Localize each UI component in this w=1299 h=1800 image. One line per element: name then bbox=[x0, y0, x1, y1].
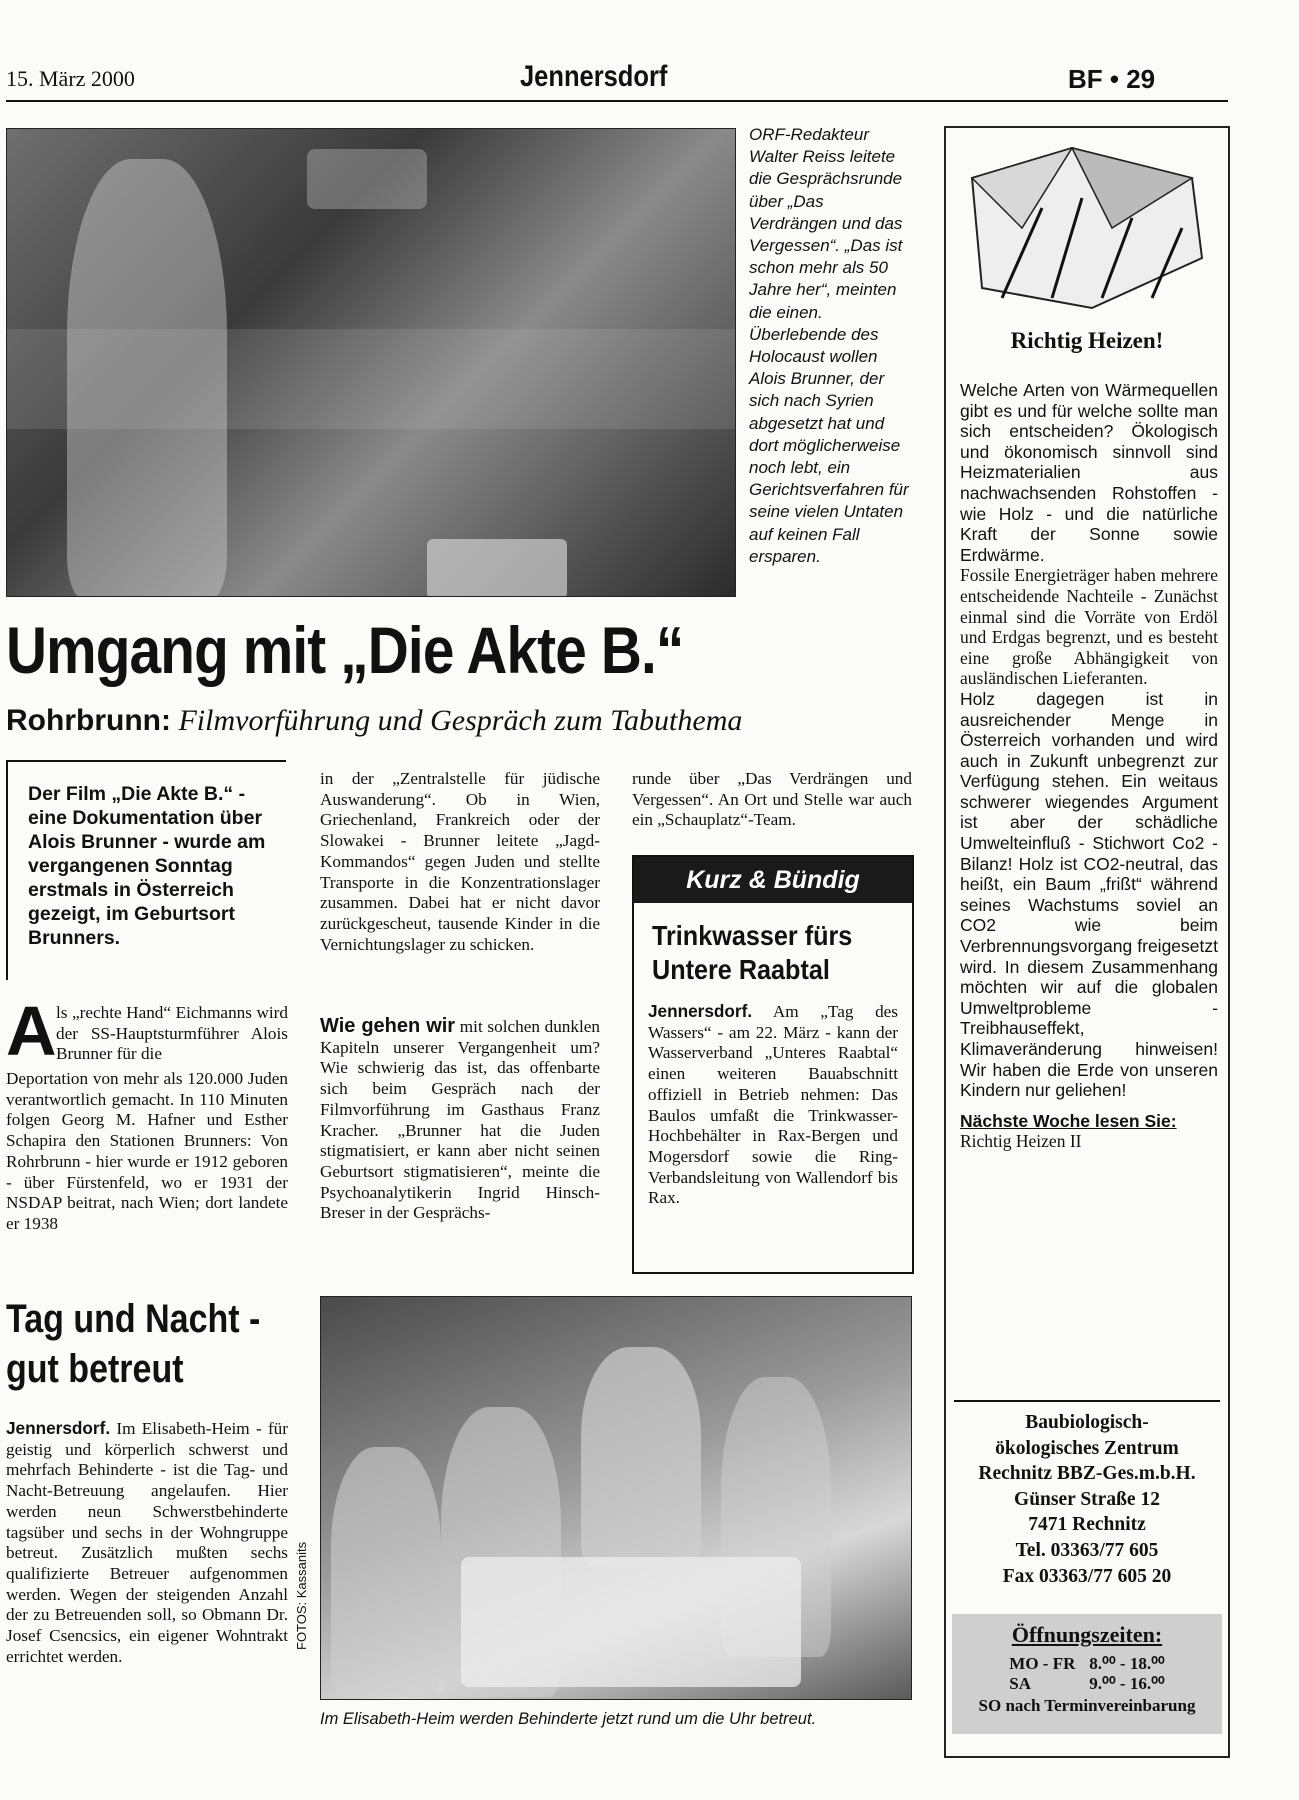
ad-next-title: Richtig Heizen II bbox=[960, 1131, 1082, 1152]
second-headline: Tag und Nacht - gut betreut bbox=[6, 1297, 261, 1391]
company-line: ökologisches Zentrum bbox=[995, 1437, 1179, 1459]
kurz-banner: Kurz & Bündig bbox=[634, 857, 912, 903]
hours-day: MO - FR bbox=[1009, 1654, 1076, 1673]
kurz-buendig-box bbox=[632, 855, 914, 1274]
main-subheadline bbox=[6, 704, 742, 738]
hours-row bbox=[952, 1674, 1222, 1694]
company-line: Günser Straße 12 bbox=[1014, 1488, 1160, 1510]
ad-text-part1: Welche Arten von Wärmequellen gibt es und für welche sollte man sich entscheiden? Ökologisch und ökonomisch sinnvoll sind Heizmaterialien aus nachwachsenden Rohstoffen - wie Holz - und die natürliche Kraft der Sonne sowie Erdwärme. bbox=[960, 380, 1218, 565]
col1-first-lines: ls „rechte Hand“ Eichmanns wird der SS-Hauptsturmführer Alois Brunner für die bbox=[56, 1003, 288, 1064]
company-line: Rechnitz BBZ-Ges.m.b.H. bbox=[978, 1463, 1196, 1485]
ad-divider bbox=[954, 1400, 1220, 1402]
kurz-body: Am „Tag des Wassers“ - am 22. März - kann der Wasserverband „Unteres Raabtal“ einen weiteren Bauabschnitt offiziell in Betrieb nehmen: Das Baulos umfaßt die Trinkwasser-Hochbehälter in Rax-Bergen und Mogersdorf sowie die Ring-Verbandsleitung von Wallendorf bis Rax. bbox=[648, 1002, 898, 1208]
heizen-ad-box bbox=[944, 126, 1230, 1758]
col2-subhead: Wie gehen wir bbox=[320, 1015, 456, 1037]
issue-date: 15. März 2000 bbox=[6, 66, 135, 91]
lead-top-rule bbox=[6, 760, 286, 762]
photo-credit: FOTOS: Kassanits bbox=[294, 1541, 309, 1650]
company-phone: Tel. 03363/77 605 bbox=[1015, 1539, 1159, 1561]
lead-left-rule bbox=[6, 760, 8, 980]
kurz-text bbox=[648, 1001, 898, 1209]
hours-row bbox=[952, 1654, 1222, 1674]
hours-time: 9.⁰⁰ - 16.⁰⁰ bbox=[1089, 1674, 1165, 1693]
second-body: Im Elisabeth-Heim - für geistig und körperlich schwerst und mehrfach Behinderte - ist die Tag- und Nacht-Betreuung angelaufen. Hier werden neun Schwerstbehinderte tagsüber und sechs in der Wohngruppe betreut. Zusätzlich mußten sechs qualifizierte Betreuer aufgenommen werden. Wegen der steigenden Anzahl der zu Betreuenden soll, so Obmann Dr. Josef Csencsics, ein eigener Wohntrakt errichtet werden. bbox=[6, 1419, 288, 1666]
kurz-dateline: Jennersdorf. bbox=[648, 1001, 753, 1021]
ad-title: Richtig Heizen! bbox=[1010, 328, 1164, 353]
second-dateline: Jennersdorf. bbox=[6, 1418, 111, 1438]
company-line: 7471 Rechnitz bbox=[1028, 1514, 1146, 1536]
ad-text-part2: Fossile Energieträger haben mehrere entscheidende Nachteile - Zunächst einmal sind die Vorräte von Erdöl und Erdgas begrenzt, und es besteht eine große Abhängigkeit von ausländischen Lieferanten. bbox=[960, 565, 1218, 689]
top-photo-caption: ORF-Redakteur Walter Reiss leitete die Gesprächsrunde über „Das Verdrängen und das Vergessen“. „Das ist schon mehr als 50 Jahre her“, meinten die einen. Überlebende des Holocaust wollen Alois Brunner, der sich nach Syrien abgesetzt hat und dort möglicherweise noch lebt, ein Gerichtsverfahren für seine vielen Untaten auf keinen Fall ersparen. bbox=[749, 125, 909, 566]
main-headline: Umgang mit „Die Akte B.“ bbox=[6, 613, 684, 687]
ad-body bbox=[960, 380, 1218, 1152]
col1-text: Deportation von mehr als 120.000 Juden verantwortlich gemacht. In 110 Minuten folgen Georg M. Hafner und Esther Schapira den Stationen Brunners: Von Rohrbrunn - hier wurde er 1912 geboren - über Fürstenfeld, wo er 1931 der NSDAP beitrat, nach Wien; dort landete er 1938 bbox=[6, 1069, 288, 1233]
sub-text: Filmvorführung und Gespräch zum Tabuthema bbox=[178, 704, 743, 737]
company-fax: Fax 03363/77 605 20 bbox=[1002, 1565, 1172, 1587]
sub-kicker: Rohrbrunn: bbox=[6, 704, 171, 737]
col3-text: runde über „Das Verdrängen und Vergessen“. An Ort und Stelle war auch ein „Schauplatz“-Team. bbox=[632, 769, 912, 830]
lead-paragraph: Der Film „Die Akte B.“ - eine Dokumentation über Alois Brunner - wurde am vergangenen Sonntag erstmals in Österreich gezeigt, im Geburtsort Brunners. bbox=[28, 783, 266, 949]
hours-day: SA bbox=[1009, 1674, 1032, 1693]
bbz-logo-icon bbox=[962, 138, 1212, 316]
kurz-headline: Trinkwasser fürs Untere Raabtal bbox=[652, 920, 853, 985]
ad-next-label: Nächste Woche lesen Sie: bbox=[960, 1110, 1177, 1131]
section-title: Jennersdorf bbox=[520, 60, 668, 93]
col2-text2 bbox=[320, 1016, 600, 1224]
ad-text-part3: Holz dagegen ist in ausreichender Menge in Österreich vorhanden und wird auch in Zukunft unbegrenzt zur Verfügung stehen. Ein weitaus schwerer wiegendes Argument ist aber der schädliche Umwelteinfluß - Stichwort Co2 - Bilanz! Holz ist CO2-neutral, das heißt, ein Baum „frißt“ während seines Wachstums soviel an CO2 wie beim Verbrennungsvorgang freigesetzt wird. In diesem Zusammenhang möchten wir auf die globalen Umweltprobleme - Treibhauseffekt, Klimaveränderung hinweisen! Wir haben die Erde von unseren Kindern nur geliehen! bbox=[960, 688, 1218, 1101]
hours-time: 8.⁰⁰ - 18.⁰⁰ bbox=[1089, 1654, 1165, 1673]
bottom-photo-caption: Im Elisabeth-Heim werden Behinderte jetzt rund um die Uhr betreut. bbox=[320, 1710, 817, 1728]
hours-title: Öffnungszeiten: bbox=[1011, 1622, 1163, 1647]
opening-hours-box bbox=[952, 1614, 1222, 1734]
col2-text2-body: mit solchen dunklen Kapiteln unserer Vergangenheit um? Wie schwierig das ist, das offenbarte sich beim Gespräch nach der Filmvorführung im Gasthaus Franz Kracher. „Brunner hat die Juden stigmatisiert, er kann aber nicht seinen Geburtsort stigmatisieren“, meinte die Psychoanalytikerin Ingrid Hinsch-Breser in der Gesprächs- bbox=[320, 1017, 600, 1223]
second-text bbox=[6, 1418, 288, 1667]
page-number: BF • 29 bbox=[1068, 64, 1156, 94]
col2-text: in der „Zentralstelle für jüdische Auswanderung“. Ob in Wien, Griechenland, Frankreich oder der Slowakei - Brunner leitete „Jagd-Kommandos“ gegen Juden und stellte Transporte in die Konzentrationslager zusammen. Dabei hat er nicht davor zurückgescheut, tausende Kinder in die Vernichtungslager zu schicken. bbox=[320, 769, 600, 954]
company-block bbox=[946, 1410, 1228, 1589]
company-line: Baubiologisch- bbox=[1025, 1412, 1149, 1433]
film-discussion-photo bbox=[6, 128, 736, 597]
elisabeth-heim-photo bbox=[320, 1296, 912, 1700]
header-rule bbox=[6, 100, 1228, 102]
hours-note: SO nach Terminvereinbarung bbox=[978, 1696, 1196, 1715]
drop-cap: A bbox=[6, 992, 57, 1070]
